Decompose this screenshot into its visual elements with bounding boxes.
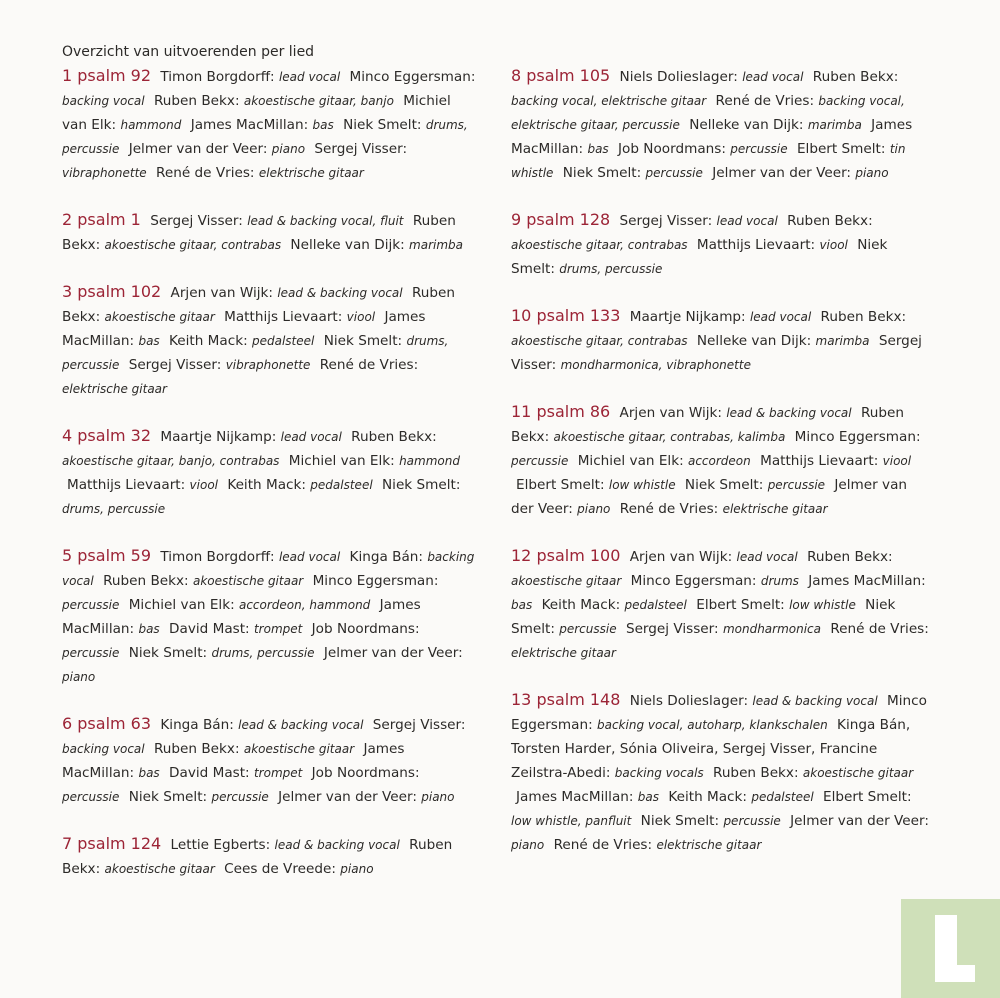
performer-name: Ruben Bekx: [820, 309, 907, 325]
performer-role: hammond [120, 118, 182, 132]
song-number: 13 psalm 148 [511, 690, 621, 709]
performer-role: percussie [730, 142, 788, 156]
performer-role: bas [511, 598, 533, 612]
performer-role: elektrische gitaar [656, 838, 762, 852]
performer-credit [191, 117, 334, 133]
performer-credit [630, 309, 811, 325]
performer-role: lead vocal [278, 70, 341, 84]
performer-name: Ruben Bekx: [153, 741, 240, 757]
performer-name: Matthijs Lievaart: [67, 477, 186, 493]
performer-role: accordeon, hammond [238, 598, 371, 612]
performer-credit [129, 645, 315, 661]
performer-name: James MacMillan: [62, 597, 421, 637]
performer-name: Niek Smelt: [128, 789, 208, 805]
performer-name: René de Vries: [553, 837, 653, 853]
performer-name: Jelmer van der Veer: [128, 141, 268, 157]
song-number: 4 psalm 32 [62, 426, 152, 445]
performer-name: Elbert Smelt: [796, 141, 886, 157]
performer-name: Ruben Bekx: [351, 429, 437, 445]
performer-credit [542, 597, 687, 613]
song-entry [511, 688, 931, 857]
performer-name: Ruben Bekx: [153, 93, 240, 109]
performer-name: Ruben Bekx: [812, 69, 899, 85]
song-entry [62, 832, 480, 881]
performer-name: Nelleke van Dijk: [689, 117, 804, 133]
performer-name: Sergej Visser: [625, 621, 719, 637]
l-logo-icon [926, 915, 976, 982]
performer-role: elektrische gitaar [62, 382, 167, 396]
performer-role: lead & backing vocal, fluit [247, 214, 404, 228]
performer-credit [169, 333, 314, 349]
performer-role: bas [138, 766, 160, 780]
performer-name: Timon Borgdorff: [160, 549, 275, 565]
performer-role: akoestische gitaar [192, 574, 304, 588]
performer-role: percussie [723, 814, 781, 828]
performer-name: Niek Smelt: [323, 333, 403, 349]
song-entry [62, 712, 480, 809]
performer-name: Michiel van Elk: [128, 597, 235, 613]
performer-name: Niek Smelt: [562, 165, 642, 181]
performer-name: René de Vries: [830, 621, 929, 637]
performer-credit [620, 213, 778, 229]
song-entry [62, 208, 480, 257]
performer-role: bas [637, 790, 660, 804]
performer-name: Kinga Bán: [160, 717, 234, 733]
performer-name: James MacMillan: [62, 741, 405, 781]
performer-credit [620, 69, 804, 85]
performer-name: Keith Mack: [169, 333, 248, 349]
performer-name: Niek Smelt: [640, 813, 720, 829]
performer-role: marimba [815, 334, 870, 348]
performer-role: piano [340, 862, 374, 876]
performer-credit [171, 285, 403, 301]
performer-name: Niek Smelt: [128, 645, 208, 661]
performer-name: Niels Dolieslager: [619, 69, 738, 85]
song-entry [511, 208, 931, 281]
performer-credit [712, 165, 888, 181]
performer-role: percussie [62, 646, 120, 660]
performer-role: backing vocal, autoharp, klankschalen [596, 718, 828, 732]
performer-credit [516, 477, 676, 493]
performer-credit [630, 549, 798, 565]
performer-name: Elbert Smelt: [823, 789, 912, 805]
performer-name: David Mast: [169, 765, 250, 781]
performer-name: Minco Eggersman: [312, 573, 439, 589]
performer-role: drums, percussie [559, 262, 663, 276]
performer-name: Ruben Bekx: [712, 765, 799, 781]
song-number: 6 psalm 63 [62, 714, 152, 733]
song-number: 5 psalm 59 [62, 546, 152, 565]
performer-role: lead & backing vocal [752, 694, 878, 708]
performer-credit [289, 453, 460, 469]
performer-credit [641, 813, 781, 829]
performer-credit [578, 453, 751, 469]
performer-role: vibraphonette [225, 358, 311, 372]
performer-role: elektrische gitaar [722, 502, 828, 516]
performer-name: Keith Mack: [227, 477, 306, 493]
performer-role: viool [819, 238, 848, 252]
performer-credit [620, 501, 828, 517]
performer-role: trompet [253, 622, 303, 636]
song-entry [511, 544, 931, 665]
performer-role: pedalsteel [751, 790, 814, 804]
song-entry [62, 64, 480, 185]
performer-credit [668, 789, 813, 805]
performer-name: Jelmer van der Veer: [790, 813, 929, 829]
performer-credit [160, 549, 340, 565]
performer-role: lead & backing vocal [274, 838, 400, 852]
performer-credit [160, 717, 363, 733]
performer-role: akoestische gitaar, contrabas [511, 238, 688, 252]
performer-role: lead vocal [736, 550, 798, 564]
song-number: 10 psalm 133 [511, 306, 621, 325]
performer-name: Sergej Visser: [128, 357, 222, 373]
performer-role: backing vocal, elektrische gitaar [511, 94, 707, 108]
performer-credit [290, 237, 463, 253]
performer-role: lead & backing vocal [238, 718, 364, 732]
performer-role: marimba [409, 238, 464, 252]
performer-role: bas [312, 118, 334, 132]
performer-name: Matthijs Lievaart: [696, 237, 816, 253]
performer-name: Michiel van Elk: [288, 453, 395, 469]
performer-credit [620, 405, 852, 421]
entry-list [62, 64, 480, 881]
performer-name: René de Vries: [319, 357, 419, 373]
performer-role: drums, percussie [211, 646, 315, 660]
performer-name: Ruben Bekx: [103, 573, 189, 589]
heading-spacer [511, 40, 931, 64]
performer-credit [67, 477, 218, 493]
performer-name: James MacMillan: [511, 117, 913, 157]
performer-credit [554, 837, 762, 853]
performer-credit [563, 165, 703, 181]
performer-name: Niek Smelt: [382, 477, 461, 493]
song-number: 3 psalm 102 [62, 282, 162, 301]
performer-role: accordeon [687, 454, 751, 468]
performer-name: Ruben Bekx: [511, 405, 904, 445]
performer-name: Sergej Visser: [372, 717, 466, 733]
performer-credit [713, 765, 913, 781]
performer-name: Job Noordmans: [618, 141, 726, 157]
performer-role: lead vocal [716, 214, 778, 228]
performer-role: percussie [767, 478, 826, 492]
performer-name: René de Vries: [156, 165, 255, 181]
performer-role: akoestische gitaar [243, 742, 355, 756]
performer-role: lead & backing vocal [726, 406, 852, 420]
performer-role: akoestische gitaar, contrabas, kalimba [553, 430, 786, 444]
performer-role: trompet [253, 766, 303, 780]
performer-credit [618, 141, 788, 157]
performer-role: mondharmonica, vibraphonette [560, 358, 751, 372]
performer-credit [697, 333, 870, 349]
performer-credit [169, 621, 302, 637]
song-entry [62, 544, 480, 689]
performer-name: Jelmer van der Veer: [511, 477, 908, 517]
performer-role: piano [271, 142, 306, 156]
performer-name: Michiel van Elk: [577, 453, 684, 469]
performer-name: Kinga Bán: [349, 549, 423, 565]
performer-name: David Mast: [169, 621, 250, 637]
performer-role: pedalsteel [310, 478, 373, 492]
performer-role: akoestische gitaar, contrabas [511, 334, 688, 348]
performer-credit [169, 765, 302, 781]
performer-name: Job Noordmans: [311, 621, 420, 637]
performer-role: drums, percussie [62, 118, 468, 156]
watermark-logo [901, 899, 1000, 998]
performer-credit [103, 573, 303, 589]
song-number: 9 psalm 128 [511, 210, 611, 229]
performer-credit [156, 165, 364, 181]
performer-credit [626, 621, 821, 637]
performer-role: elektrische gitaar [258, 166, 364, 180]
performer-name: Timon Borgdorff: [160, 69, 275, 85]
performer-name: James MacMillan: [808, 573, 926, 589]
performer-role: drums, percussie [62, 334, 449, 372]
performer-name: James MacMillan: [516, 789, 634, 805]
performer-name: Sergej Visser: [619, 213, 713, 229]
performer-role: tin whistle [511, 142, 906, 180]
performer-name: Ruben Bekx: [62, 837, 453, 877]
performer-role: pedalsteel [624, 598, 687, 612]
performer-role: backing vocal, elektrische gitaar, percussie [511, 94, 905, 132]
song-entry [511, 400, 931, 521]
performer-credit [227, 477, 372, 493]
performer-role: low whistle [789, 598, 856, 612]
performer-role: akoestische gitaar [104, 862, 215, 876]
performer-role: piano [421, 790, 455, 804]
performer-role: percussie [211, 790, 269, 804]
performer-name: Niels Dolieslager: [629, 693, 749, 709]
song-number: 7 psalm 124 [62, 834, 162, 853]
performer-role: bas [138, 334, 160, 348]
performer-role: piano [855, 166, 889, 180]
performer-role: vibraphonette [62, 166, 147, 180]
performer-role: backing vocal [62, 742, 145, 756]
performer-role: bas [138, 622, 160, 636]
performer-name: Arjen van Wijk: [170, 285, 273, 301]
performer-name: Nelleke van Dijk: [290, 237, 405, 253]
performer-role: percussie [511, 454, 569, 468]
performer-role: lead vocal [742, 70, 804, 84]
performer-name: Minco Eggersman: [511, 693, 927, 733]
performer-role: backing vocal [62, 550, 475, 588]
performer-role: percussie [645, 166, 703, 180]
performer-role: percussie [62, 790, 120, 804]
performer-name: Matthijs Lievaart: [224, 309, 343, 325]
performer-role: lead vocal [749, 310, 812, 324]
performer-credit [160, 429, 341, 445]
performer-role: low whistle, panfluit [511, 814, 632, 828]
performer-credit [630, 693, 878, 709]
performer-name: James MacMillan: [62, 309, 426, 349]
performer-credit [129, 789, 269, 805]
performer-credit [129, 357, 311, 373]
performer-credit [278, 789, 454, 805]
performer-name: Matthijs Lievaart: [760, 453, 879, 469]
performer-name: Ruben Bekx: [62, 213, 456, 253]
performer-name: Minco Eggersman: [794, 429, 921, 445]
performer-role: piano [577, 502, 611, 516]
performer-name: James MacMillan: [190, 117, 309, 133]
performer-role: marimba [807, 118, 862, 132]
performer-credit [224, 309, 375, 325]
performer-role: akoestische gitaar [802, 766, 914, 780]
performer-credit [129, 141, 305, 157]
performer-credit [516, 789, 659, 805]
song-number: 8 psalm 105 [511, 66, 611, 85]
performer-credit [129, 597, 371, 613]
performer-name: Jelmer van der Veer: [323, 645, 463, 661]
performer-role: akoestische gitaar, contrabas [104, 238, 282, 252]
performer-credit [154, 741, 354, 757]
page-heading: Overzicht van uitvoerenden per lied [62, 44, 315, 60]
performer-role: viool [189, 478, 218, 492]
performer-role: akoestische gitaar, banjo [243, 94, 394, 108]
performer-credit [631, 573, 799, 589]
performer-credit [689, 117, 862, 133]
performer-role: pedalsteel [251, 334, 315, 348]
performer-name: Minco Eggersman: [630, 573, 757, 589]
performer-role: piano [511, 838, 545, 852]
performer-role: lead vocal [278, 550, 341, 564]
performer-role: lead vocal [280, 430, 342, 444]
performer-name: Sergej Visser: [511, 333, 922, 373]
performer-role: piano [62, 670, 96, 684]
performer-name: Niek Smelt: [511, 597, 896, 637]
performer-name: Niek Smelt: [684, 477, 764, 493]
performer-name: Arjen van Wijk: [629, 549, 733, 565]
performer-role: drums [760, 574, 799, 588]
performer-name: Elbert Smelt: [696, 597, 785, 613]
performer-role: viool [882, 454, 912, 468]
performer-role: elektrische gitaar [511, 646, 616, 660]
performer-role: akoestische gitaar [104, 310, 215, 324]
performer-name: Maartje Nijkamp: [629, 309, 746, 325]
performer-credit [696, 597, 856, 613]
performer-role: lead & backing vocal [277, 286, 403, 300]
song-number: 1 psalm 92 [62, 66, 152, 85]
performer-role: akoestische gitaar [511, 574, 622, 588]
left-column [62, 40, 480, 904]
performer-role: drums, percussie [62, 502, 166, 516]
performer-credit [760, 453, 911, 469]
performer-name: Maartje Nijkamp: [160, 429, 277, 445]
performer-name: Elbert Smelt: [516, 477, 605, 493]
performer-name: René de Vries: [715, 93, 815, 109]
performer-role: low whistle [608, 478, 676, 492]
performer-name: Arjen van Wijk: [619, 405, 722, 421]
performer-credit [160, 69, 340, 85]
performer-role: akoestische gitaar, banjo, contrabas [62, 454, 280, 468]
performer-name: Jelmer van der Veer: [712, 165, 851, 181]
performer-name: Kinga Bán, Torsten Harder, Sónia Oliveira, Sergej Visser, Francine Zeilstra-Abedi: [511, 717, 911, 781]
performer-role: hammond [399, 454, 460, 468]
performer-role: backing vocal [62, 94, 145, 108]
performer-name: Job Noordmans: [311, 765, 420, 781]
performer-name: Keith Mack: [541, 597, 621, 613]
performer-name: Jelmer van der Veer: [278, 789, 417, 805]
performer-name: Nelleke van Dijk: [696, 333, 812, 349]
performer-name: Ruben Bekx: [787, 213, 873, 229]
performer-credit [154, 93, 394, 109]
performer-name: Ruben Bekx: [62, 285, 455, 325]
performer-credit [150, 213, 403, 229]
performer-credit [171, 837, 400, 853]
performer-name: Sergej Visser: [314, 141, 408, 157]
performer-credit [697, 237, 848, 253]
performer-name: Keith Mack: [668, 789, 747, 805]
performer-role: viool [346, 310, 376, 324]
performer-credit [224, 861, 373, 877]
song-number: 2 psalm 1 [62, 210, 141, 229]
performer-name: Cees de Vreede: [224, 861, 336, 877]
song-entry [62, 280, 480, 401]
performer-name: Minco Eggersman: [349, 69, 476, 85]
song-entry [62, 424, 480, 521]
right-column [511, 40, 931, 880]
performer-role: mondharmonica [722, 622, 822, 636]
performer-name: Niek Smelt: [343, 117, 422, 133]
song-number: 11 psalm 86 [511, 402, 611, 421]
performer-name: Sergej Visser: [150, 213, 243, 229]
performer-name: Niek Smelt: [511, 237, 888, 277]
performer-role: bas [587, 142, 609, 156]
performer-name: René de Vries: [619, 501, 719, 517]
song-entry [511, 64, 931, 185]
performer-name: Michiel van Elk: [62, 93, 451, 133]
performer-name: Lettie Egberts: [170, 837, 271, 853]
song-entry [511, 304, 931, 377]
performer-credit [685, 477, 825, 493]
performer-role: backing vocals [614, 766, 704, 780]
song-number: 12 psalm 100 [511, 546, 621, 565]
entry-list [511, 64, 931, 857]
performer-name: Ruben Bekx: [807, 549, 893, 565]
performer-role: percussie [559, 622, 617, 636]
performer-role: percussie [62, 598, 120, 612]
